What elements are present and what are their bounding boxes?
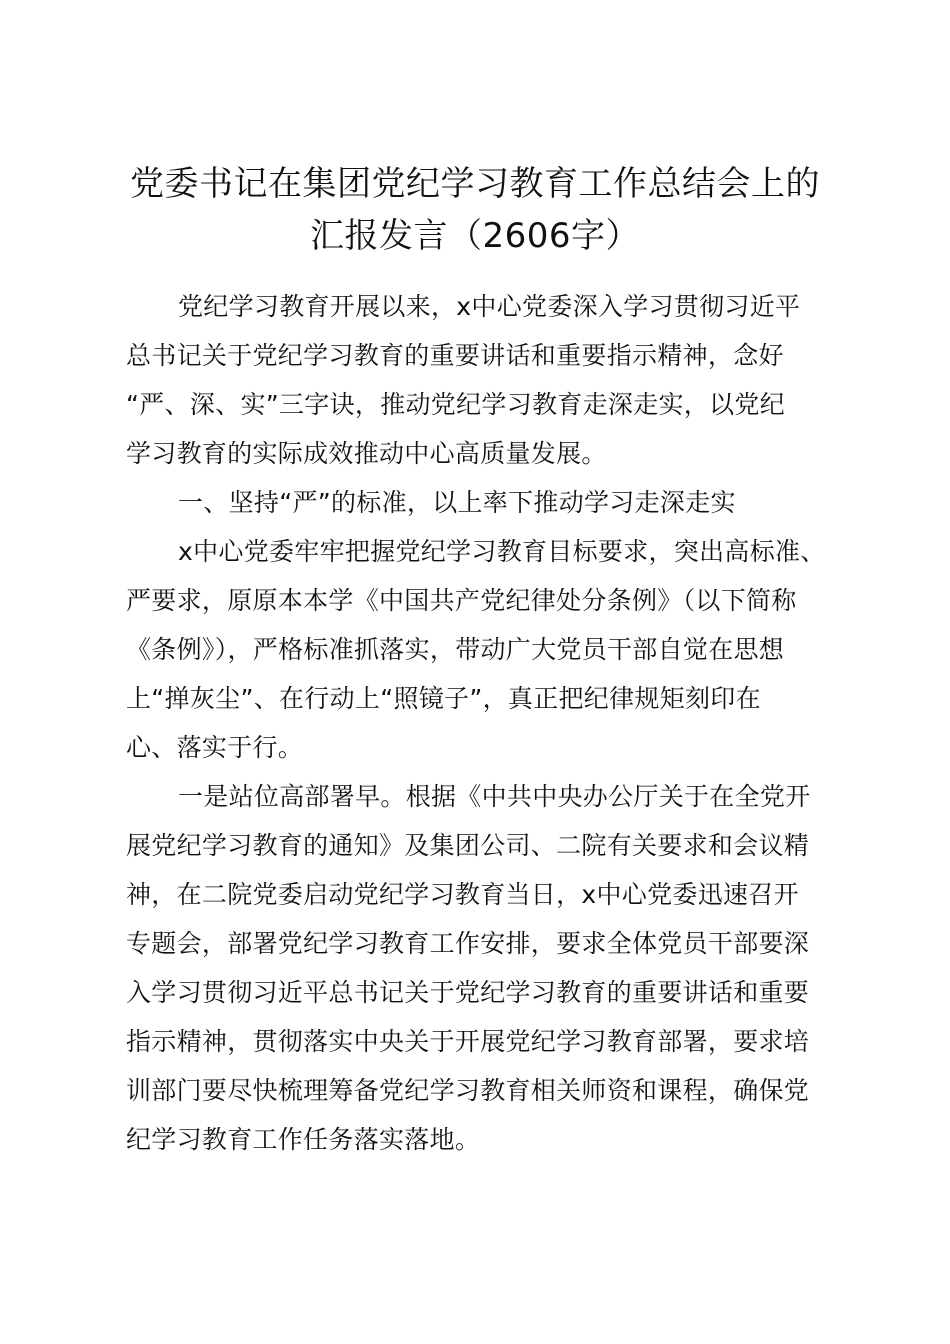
paragraph-line: 展党纪学习教育的通知》及集团公司、二院有关要求和会议精 <box>126 831 810 860</box>
paragraph-line: 上“掸灰尘”、在行动上“照镜子”，真正把纪律规矩刻印在 <box>126 684 761 713</box>
paragraph-line: “严、深、实”三字诀，推动党纪学习教育走深走实，以党纪 <box>126 390 786 419</box>
paragraph-line: 学习教育的实际成效推动中心高质量发展。 <box>126 439 607 468</box>
document-body <box>126 282 836 1164</box>
paragraph-line: 总书记关于党纪学习教育的重要讲话和重要指示精神，念好 <box>126 341 784 370</box>
paragraph-line: x中心党委牢牢把握党纪学习教育目标要求，突出高标准、 <box>178 537 826 566</box>
paragraph-line: 心、落实于行。 <box>126 733 304 762</box>
document-title <box>110 158 840 262</box>
title-line-1: 党委书记在集团党纪学习教育工作总结会上的 <box>130 164 820 204</box>
paragraph-line: 入学习贯彻习近平总书记关于党纪学习教育的重要讲话和重要 <box>126 978 810 1007</box>
paragraph-line: 党纪学习教育开展以来，x中心党委深入学习贯彻习近平 <box>178 292 801 321</box>
paragraph-line: 训部门要尽快梳理筹备党纪学习教育相关师资和课程，确保党 <box>126 1076 810 1105</box>
paragraph-line: 指示精神，贯彻落实中央关于开展党纪学习教育部署，要求培 <box>126 1027 810 1056</box>
paragraph-line: 纪学习教育工作任务落实落地。 <box>126 1125 481 1154</box>
paragraph-line: 专题会，部署党纪学习教育工作安排，要求全体党员干部要深 <box>126 929 810 958</box>
title-line-2: 汇报发言（2606字） <box>309 216 641 256</box>
paragraph-line: 《条例》），严格标准抓落实，带动广大党员干部自觉在思想 <box>126 635 785 664</box>
paragraph-line: 一是站位高部署早。根据《中共中央办公厅关于在全党开 <box>178 782 811 811</box>
section-heading: 一、坚持“严”的标准，以上率下推动学习走深走实 <box>178 488 736 517</box>
paragraph-line: 神，在二院党委启动党纪学习教育当日，x中心党委迅速召开 <box>126 880 799 909</box>
paragraph-line: 严要求，原原本本学《中国共产党纪律处分条例》（以下简称 <box>126 586 797 615</box>
